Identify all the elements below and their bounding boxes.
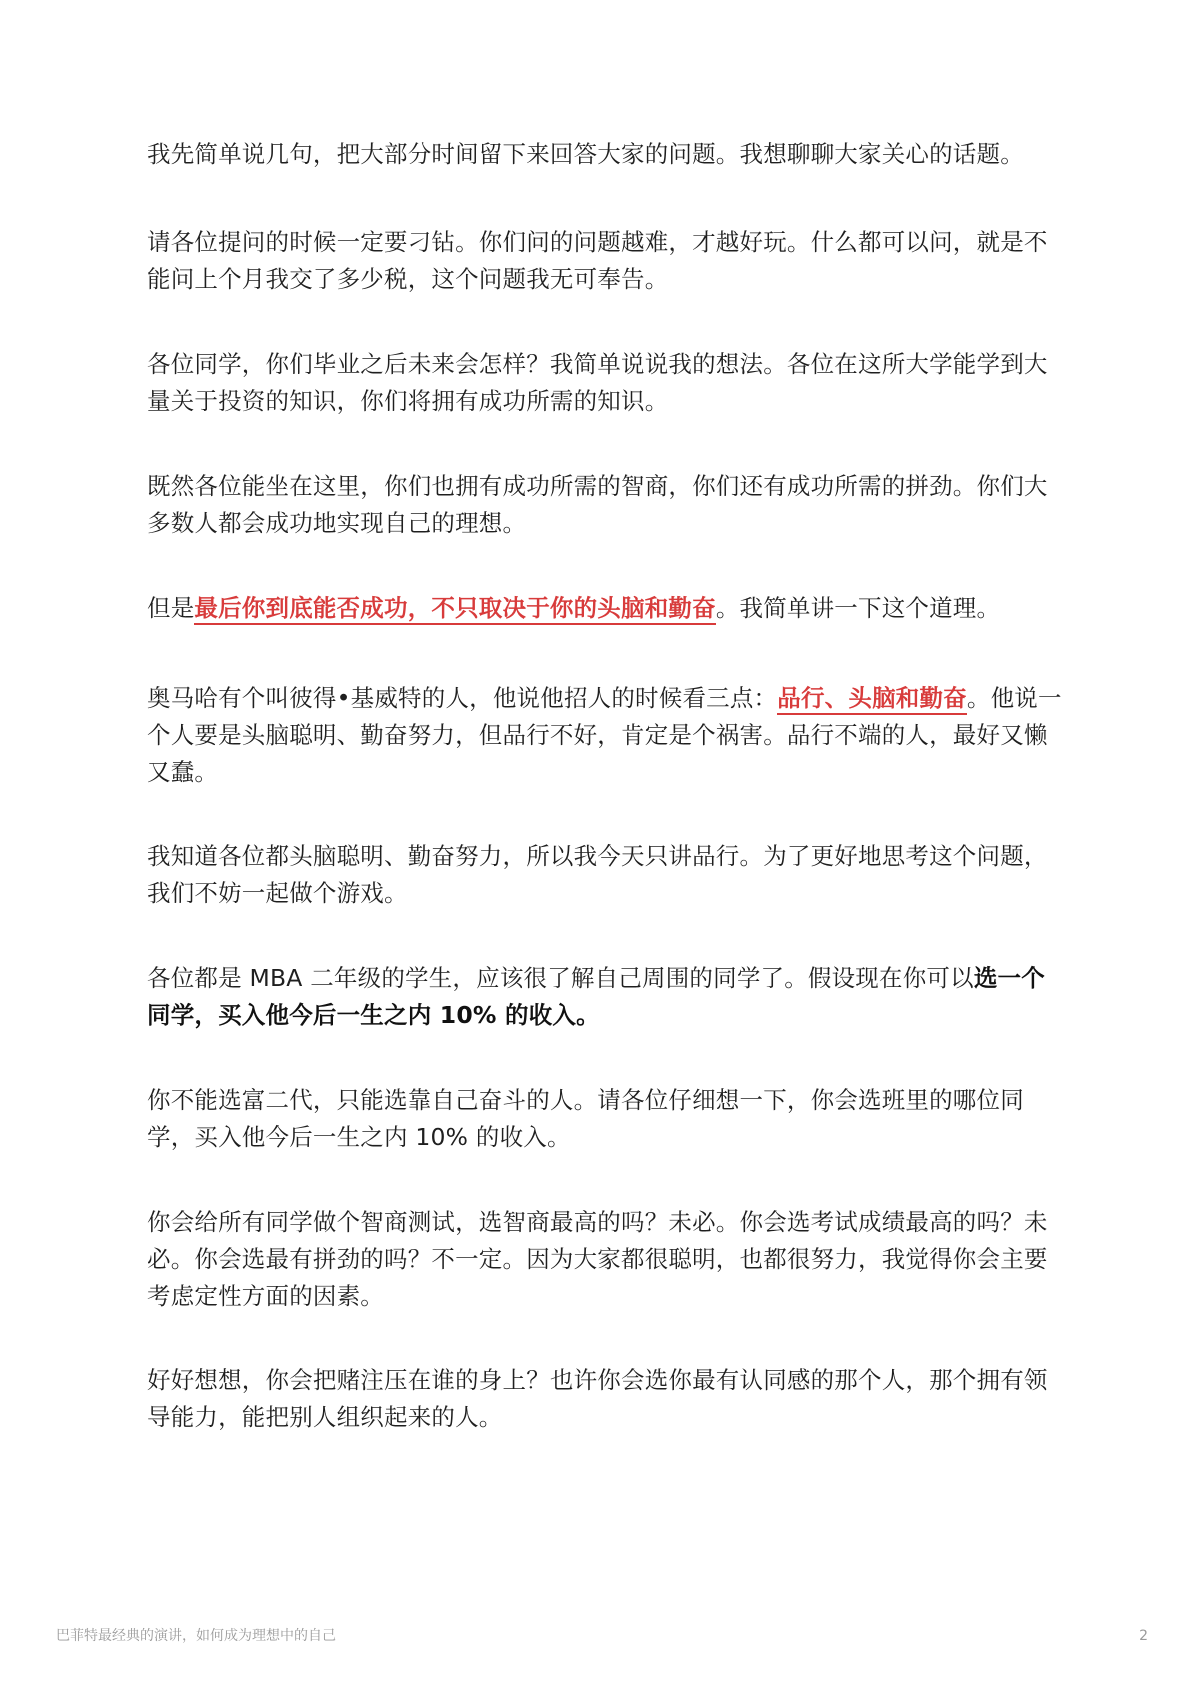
paragraph-text: 但是 [147,594,195,622]
paragraph-text: 我知道各位都头脑聪明、勤奋努力，所以我今天只讲品行。为了更好地思考这个问题，我们不妨一起做个游戏。 [147,842,1048,907]
bold-phrase: 选一个同学，买入他今后一生之内 10% 的收入。 [147,964,1045,1029]
paragraph-6 [147,680,1065,791]
paragraph-text: 各位都是 MBA 二年级的学生，应该很了解自己周围的同学了。假设现在你可以 [147,964,974,992]
paragraph-text: 好好想想，你会把赌注压在谁的身上？也许你会选你最有认同感的那个人，那个拥有领导能力，能把别人组织起来的人。 [147,1366,1048,1431]
paragraph-text: 你会给所有同学做个智商测试，选智商最高的吗？未必。你会选考试成绩最高的吗？未必。你会选最有拼劲的吗？不一定。因为大家都很聪明，也都很努力，我觉得你会主要考虑定性方面的因素。 [147,1208,1048,1310]
paragraph-text: 请各位提问的时候一定要刁钻。你们问的问题越难，才越好玩。什么都可以问，就是不能问上个月我交了多少税，这个问题我无可奉告。 [147,228,1048,293]
paragraph-1 [147,136,1065,173]
footer-document-title: 巴菲特最经典的演讲，如何成为理想中的自己 [56,1628,336,1644]
paragraph-4 [147,468,1065,542]
footer-page-number: 2 [1139,1628,1148,1644]
paragraph-11 [147,1362,1065,1436]
paragraph-text: 奥马哈有个叫彼得•基威特的人，他说他招人的时候看三点： [147,684,778,712]
highlighted-phrase: 品行、头脑和勤奋 [777,684,967,715]
paragraph-text: 各位同学，你们毕业之后未来会怎样？我简单说说我的想法。各位在这所大学能学到大量关于投资的知识，你们将拥有成功所需的知识。 [147,350,1048,415]
paragraph-3 [147,346,1065,420]
paragraph-10 [147,1204,1065,1315]
paragraph-9 [147,1082,1065,1156]
paragraph-7 [147,838,1065,912]
paragraph-text: 。我简单讲一下这个道理。 [715,594,1001,622]
paragraph-5 [147,590,1065,627]
paragraph-8 [147,960,1065,1034]
highlighted-phrase: 最后你到底能否成功，不只取决于你的头脑和勤奋 [194,594,715,625]
paragraph-text: 既然各位能坐在这里，你们也拥有成功所需的智商，你们还有成功所需的拼劲。你们大多数人都会成功地实现自己的理想。 [147,472,1048,537]
paragraph-text: 你不能选富二代，只能选靠自己奋斗的人。请各位仔细想一下，你会选班里的哪位同学，买入他今后一生之内 10% 的收入。 [147,1086,1024,1151]
paragraph-text: 我先简单说几句，把大部分时间留下来回答大家的问题。我想聊聊大家关心的话题。 [147,140,1024,168]
paragraph-2 [147,224,1065,298]
paragraph-text: 。他说一个人要是头脑聪明、勤奋努力，但品行不好，肯定是个祸害。品行不端的人，最好又懒又蠢。 [147,684,1062,786]
